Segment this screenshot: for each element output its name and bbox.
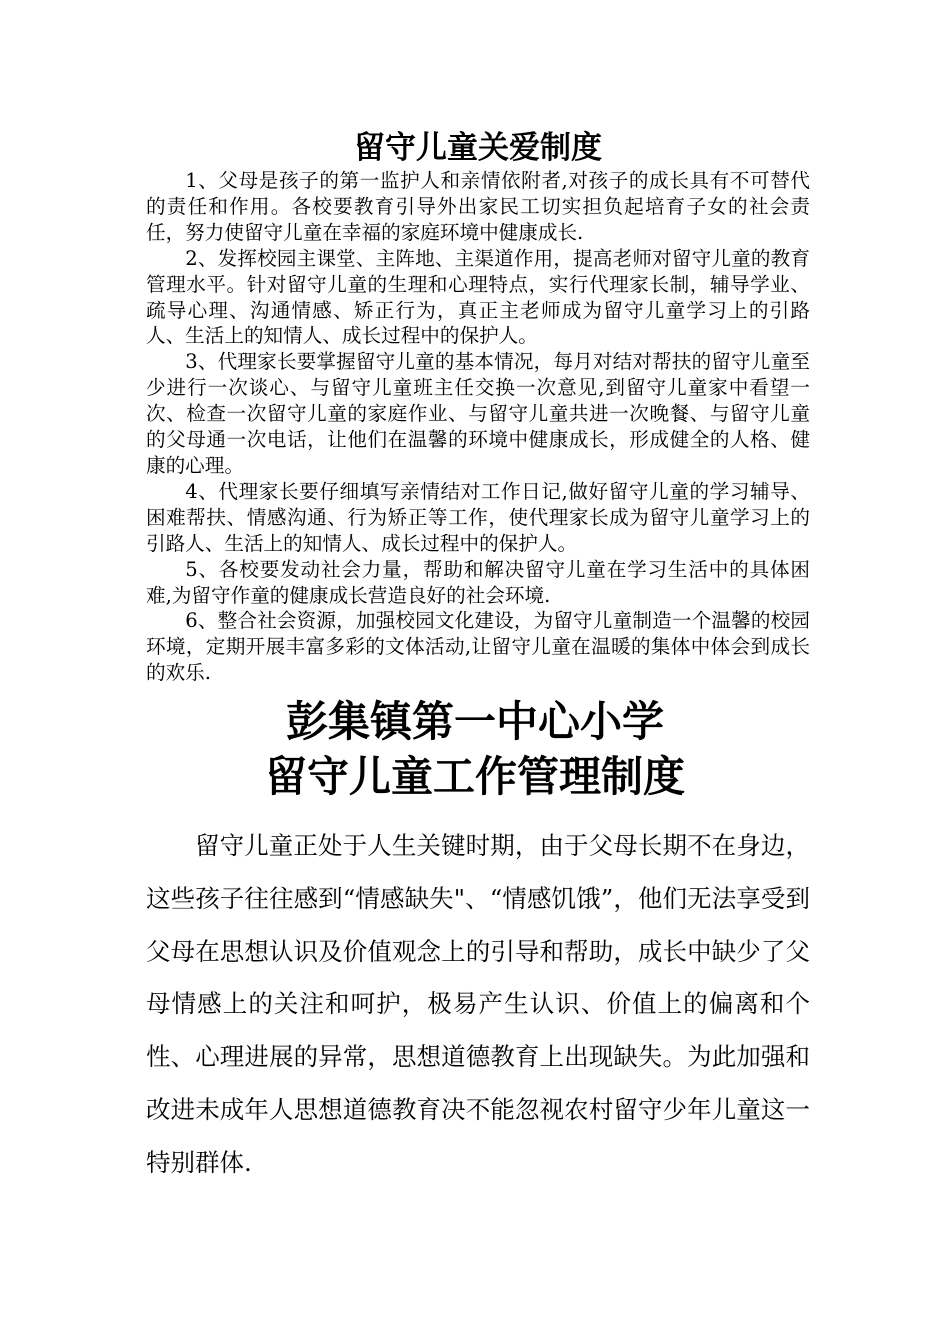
management-policy-section [146,820,810,1190]
care-policy-item-3: 3、代理家长要掌握留守儿童的基本情况，每月对结对帮扶的留守儿童至少进行一次谈心、与留守儿童班主任交换一次意见,到留守儿童家中看望一次、检查一次留守儿童的家庭作业、与留守儿童共进一次晚餐、与留守儿童的父母通一次电话，让他们在温馨的环境中健康成长，形成健全的人格、健康的心理。 [146,350,810,477]
care-policy-item-4: 4、代理家长要仔细填写亲情结对工作日记,做好留守儿童的学习辅导、困难帮扶、情感沟通、行为矫正等工作，使代理家长成为留守儿童学习上的引路人、生活上的知情人、成长过程中的保护人。 [146,479,810,555]
care-policy-item-2: 2、发挥校园主课堂、主阵地、主渠道作用，提高老师对留守儿童的教育管理水平。针对留守儿童的生理和心理特点，实行代理家长制，辅导学业、疏导心理、沟通情感、矫正行为，真正主老师成为留守儿童学习上的引路人、生活上的知情人、成长过程中的保护人。 [146,246,810,348]
care-policy-title: 留守儿童关爱制度 [354,130,602,166]
care-policy-item-5: 5、各校要发动社会力量，帮助和解决留守儿童在学习生活中的具体困难,为留守作童的健康成长营造良好的社会环境. [146,557,810,607]
care-policy-section [146,128,810,686]
management-policy-title: 留守儿童工作管理制度 [264,752,685,801]
care-policy-item-6: 6、整合社会资源，加强校园文化建设，为留守儿童制造一个温馨的校园环境，定期开展丰富多彩的文体活动,让留守儿童在温暖的集体中体会到成长的欢乐. [146,609,810,685]
care-policy-item-1: 1、父母是孩子的第一监护人和亲情依附者,对孩子的成长具有不可替代的责任和作用。各校要教育引导外出家民工切实担负起培育子女的社会责任，努力使留守儿童在幸福的家庭环境中健康成长. [146,169,810,244]
school-name-title: 彭集镇第一中心小学 [285,697,664,746]
management-policy-intro: 留守儿童正处于人生关键时期，由于父母长期不在身边，这些孩子往往感到“情感缺失"、“情感饥饿”，他们无法享受到父母在思想认识及价值观念上的引导和帮助，成长中缺少了父母情感上的关注和呵护，极易产生认识、价值上的偏离和个性、心理进展的异常，思想道德教育上出现缺失。为此加强和改进未成年人思想道德教育决不能忽视农村留守少年儿童这一特别群体. [146,831,810,1177]
